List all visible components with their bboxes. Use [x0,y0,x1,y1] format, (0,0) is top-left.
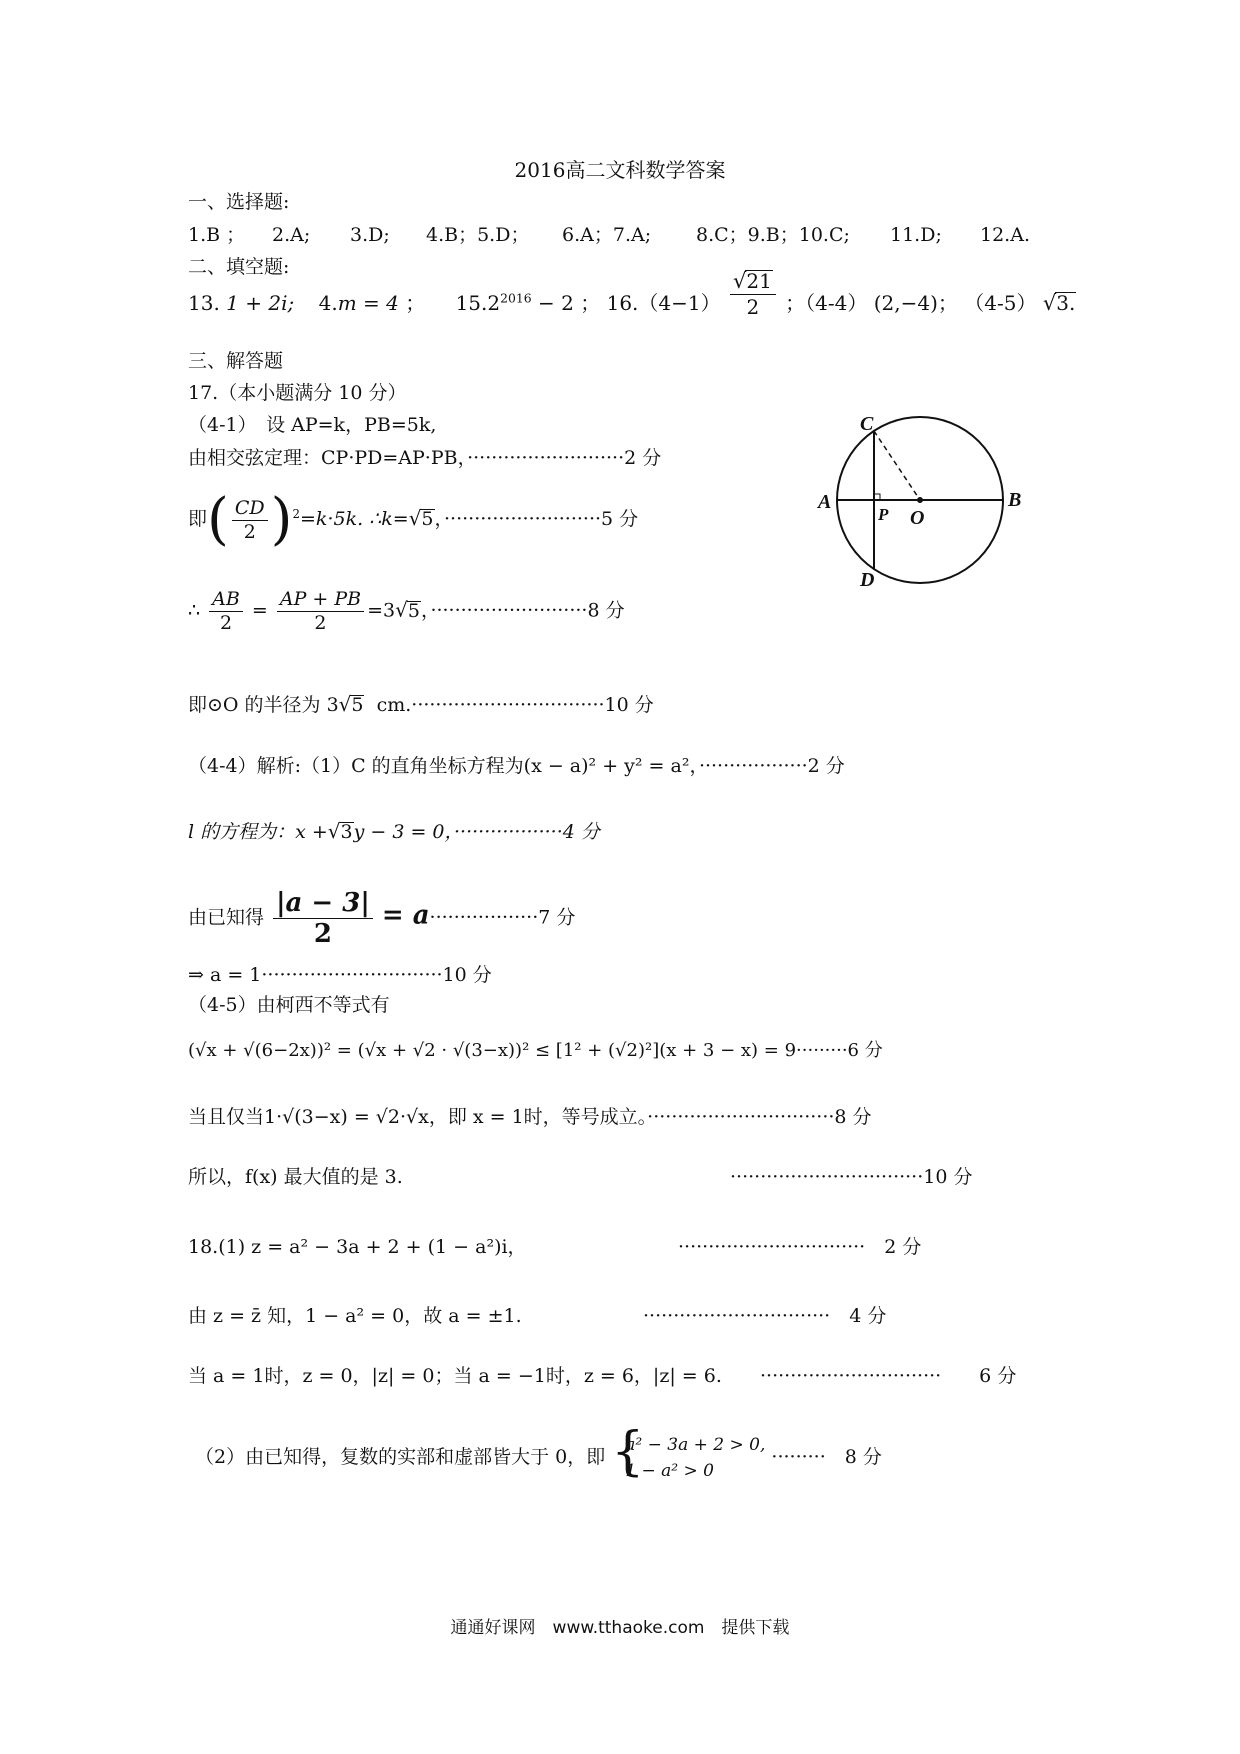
section-3-heading: 三、解答题 [188,350,284,372]
label-a: A [818,491,832,513]
answer-11: 11.D; [890,224,942,246]
answer-4-5: 4.B；5.D； [426,224,530,246]
q17-line-9: ⇒ a = 1······························10 分 [188,964,492,986]
a15-label: 15. [455,291,488,315]
q17-line-8: 由已知得 $\frac{|a - 3|}{2}$ = a··················7 分 [188,888,576,949]
a15-base: 2 [487,291,501,315]
label-p: P [878,505,889,524]
q18-line-3b: ······························ 6 分 [760,1365,1017,1387]
label-o: O [910,507,925,529]
q17-l3-prefix: 即 [188,508,208,531]
q17-l3-score: ，··························5 分 [434,508,639,531]
answer-2: 2.A; [272,224,311,246]
label-d: D [860,569,875,591]
section-1-heading: 一、选择题: [188,191,290,213]
a16-part-b-label: ；（4-4） [785,291,868,315]
q17-line-13b: ································10 分 [730,1166,973,1188]
q18-line-2a: 由 z = z̄ 知，1 − a² = 0，故 a = ±1. [188,1305,522,1327]
q17-line-4: ∴ $\frac{AB}{2}$ = $\frac{AP + PB}{2}$ =3√5，··························8 分 [188,588,625,634]
q17-line-10: （4-5）由柯西不等式有 [188,994,390,1016]
a16-part-c-label: （4-5） [964,291,1037,315]
q17-line-1: （4-1） 设 AP=k，PB=5k, [188,414,437,436]
answer-6-7: 6.A；7.A; [562,224,652,246]
a16-fraction: $\frac{√21}{2}$ [730,270,776,317]
a16-label: 16.（4−1） [606,291,721,315]
inequality-system: { a² − 3a + 2 > 0, 1 − a² > 0 [611,1432,765,1484]
answer-12: 12.A. [980,224,1030,246]
a14-value: m = 4 [337,291,399,315]
q18-line-1a: 18.(1) z = a² − 3a + 2 + (1 − a²)i， [188,1236,527,1258]
a16-part-c-value: 3. [1056,291,1076,315]
q18-line-4: （2）由已知得，复数的实部和虚部皆大于 0，即 { a² − 3a + 2 > 0, 1 − a² > 0 ········· 8 分 [195,1432,882,1484]
a16-part-b-value: (2,−4)； [873,291,958,315]
footer-source: 通通好课网 www.tthaoke.com 提供下载 [450,1618,790,1638]
center-point [917,497,923,503]
cd-fraction: $\frac{CD}{2}$ [232,499,268,542]
a15-exponent: 2016 [500,290,532,306]
q17-line-3: 即( $\frac{CD}{2}$ )$^2$=k·5k. ∴k=√5，··························5 分 [188,487,639,552]
q17-l3-eq: =k·5k. ∴k= [300,508,409,531]
q17-line-2: 由相交弦定理：CP·PD=AP·PB，··························2 分 [188,447,662,469]
q17-line-12: 当且仅当1·√(3−x) = √2·√x，即 x = 1时，等号成立。·······························8 分 [188,1106,872,1128]
answer-8-10: 8.C；9.B；10.C; [696,224,850,246]
label-c: C [860,413,874,435]
section-2-heading: 二、填空题: [188,256,290,278]
radius-oc [874,431,920,500]
answer-3: 3.D; [350,224,390,246]
q17-line-5: 即⊙O 的半径为 3√5 cm.································10 分 [188,692,654,716]
label-b: B [1008,489,1022,511]
q17-line-6: （4-4）解析:（1）C 的直角坐标方程为(x − a)² + y² = a²，··················2 分 [188,755,845,777]
q18-line-1b: ······························· 2 分 [678,1236,922,1258]
circle-diagram [810,400,1070,620]
q17-line-11: (√x + √(6−2x))² = (√x + √2 · √(3−x))² ≤ [1² + (√2)²](x + 3 − x) = 9·········6 分 [188,1040,883,1061]
a16-numerator: 21 [746,269,772,293]
q17-line-7: l 的方程为：x +√3y − 3 = 0，··················4 分 [188,819,600,843]
a13-label: 13. [188,291,220,315]
q17-heading: 17.（本小题满分 10 分） [188,382,407,404]
a16-denominator: 2 [746,295,760,319]
q18-line-2b: ······························· 4 分 [643,1305,887,1327]
page-title: 2016高二文科数学答案 [514,158,726,182]
a15-rest: − 2 ； [538,291,601,315]
q18-line-3a: 当 a = 1时，z = 0，|z| = 0；当 a = −1时，z = 6，|z| = 6. [188,1365,722,1387]
a14-label: 4. [318,291,338,315]
a13-value: 1 + 2i; [226,291,295,315]
fill-answers: 13. 1 + 2i; 4.m = 4 ； $15.2^{2016} - 2$ ； 16.（4−1） $\frac{√21}{2}$ ；（4-4） (2,−4)； （4-5） √3. [188,269,1076,319]
answer-1: 1.B ； [188,224,246,246]
q17-line-13a: 所以，f(x) 最大值的是 3. [188,1166,403,1188]
